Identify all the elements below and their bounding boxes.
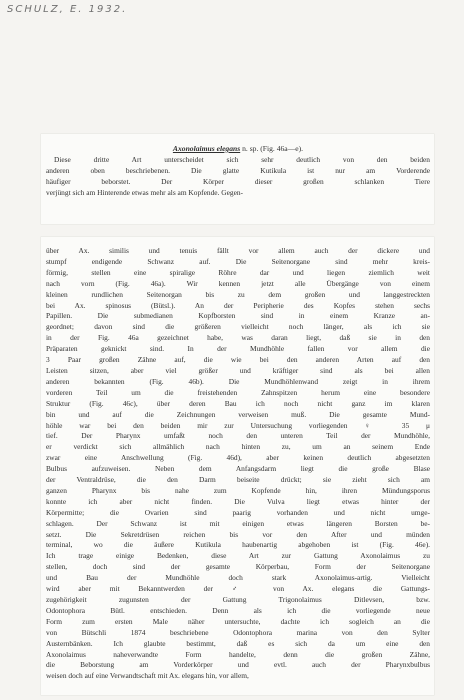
text-line: bin und auf die Zeichnungen verweisen muß. Die gesamte Mund- [46, 409, 430, 419]
text-line: terminal, wo die äußere Kutikula haubenartig abgehoben ist (Fig. 46e). [46, 540, 430, 550]
text-line: förmig, stellen eine spiralige Röhre dar und liegen ziemlich weit [46, 267, 430, 277]
text-line: Odontophora Bütl. entschieden. Denn als ich die vorliegende neue [46, 605, 430, 615]
species-name: Axonolaimus elegans [172, 144, 241, 153]
text-line: Form zum ersten Male näher untersuchte, dachte ich sogleich an die [46, 616, 430, 626]
text-line: zugehörigkeit zugunsten der Gattung Trigonolaimus Ditlevsen, bzw. [46, 595, 430, 604]
block2-lines [46, 246, 430, 682]
text-line: vorderen Teil um die freistehenden Zahnspitzen herum eine besondere [46, 387, 430, 397]
text-line: Struktur (Fig. 46c), über deren Bau ich noch nicht ganz im klaren [46, 398, 430, 408]
text-line: Präparaten geknickt sind. In der Mundhöhle fallen vor allem die [46, 344, 430, 354]
block1-lines [46, 155, 430, 199]
text-block-description-continued [46, 246, 430, 682]
text-line: Diese dritte Art unterscheidet sich sehr deutlich von den beiden [54, 154, 430, 164]
text-line: häufiger beborstet. Der Körper dieser großen schlanken Tiere [46, 176, 430, 186]
text-line: schlagen. Der Schwanz ist mit einigen etwas längeren Borsten be- [46, 518, 430, 528]
text-line: Bulbus aufzuweisen. Neben dem Anfangsdarm liegt die große Blase [46, 464, 430, 474]
text-line: und Bau der Mundhöhle doch stark Axonolaimus-artig. Vielleicht [46, 573, 430, 583]
text-line: zwar eine Anschwellung (Fig. 46d), aber keinen deutlich abgesetzten [46, 453, 430, 463]
text-line: Ich trage einige Bedenken, diese Art zur Gattung Axonolaimus zu [46, 551, 430, 561]
text-line: er verdickt sich allmählich nach hinten zu, um an seinem Ende [46, 442, 430, 452]
text-line: bei Ax. spinosus (Bütsl.). An der Peripherie des Kopfes stehen sechs [46, 300, 430, 310]
species-heading [46, 144, 430, 155]
text-line: 3 Paar großen Zähne auf, die wie bei den anderen Arten auf den [46, 355, 430, 365]
text-line: Körpermitte; die Ovarien sind paarig vorhanden und nicht umge- [46, 507, 430, 517]
text-line: konnte ich aber nicht finden. Die Vulva liegt etwas hinter der [46, 496, 430, 506]
text-line: der Ventraldrüse, die den Darm beiseite drückt; sie zieht sich am [46, 475, 430, 485]
text-line: ganzen Pharynx bis nahe zum Kopfende hin, ihren Mündungsporus [46, 485, 430, 495]
text-line: Austernbänken. Ich glaubte bestimmt, daß es sich da um eine den [46, 638, 430, 648]
text-line: Axonolaimus naheverwandte Form handelte, denn die großen Zähne, [46, 649, 430, 659]
text-line: anderen oben beschriebenen. Die glatte Kutikula ist nur am Vorderende [46, 165, 430, 175]
species-heading-rest: n. sp. (Fig. 46a—e). [240, 144, 304, 153]
text-line: geordnet; davon sind die größeren vielleicht noch länger, als ich sie [46, 322, 430, 332]
text-line: kleinen rundlichen Seitenorgan bis zu dem großen und langgestreckten [46, 289, 430, 299]
text-block-description-start [46, 144, 430, 199]
text-line: von Bütschli 1874 beschriebene Odontophora marina von den Sylter [46, 627, 430, 637]
text-line: Papillen. Die submedianen Kopfborsten sind in einem Kranze an- [46, 311, 430, 321]
text-line: stumpf endigende Schwanz auf. Die Seitenorgane sind mehr kreis- [46, 256, 430, 266]
text-line: in der Fig. 46a gezeichnet habe, was daran liegt, daß sie in den [46, 333, 430, 343]
text-line: stellen, doch sind der gesamte Körperbau, Form der Seitenorgane [46, 562, 430, 572]
text-line: setzt. Die Sekretdrüsen reichen bis vor den After und münden [46, 529, 430, 539]
text-line: über Ax. similis und tenuis fällt vor allem auch der dickere und [46, 246, 430, 255]
handwritten-author-note: SCHULZ, E. 1932. [7, 4, 128, 15]
text-line: anderen bekannten (Fig. 46b). Die Mundhöhlenwand zeigt in ihrem [46, 376, 430, 386]
text-line: nach vorn (Fig. 46a). Wir kennen jetzt alle Übergänge von einem [46, 278, 430, 288]
text-line: höhle war bei den beiden mir zur Untersuchung vorliegenden ♀ 35 μ [46, 420, 430, 430]
text-line: Leisten sitzen, aber viel größer und kräftiger sind als bei allen [46, 365, 430, 375]
text-line: die Beborstung am Vorderkörper und evtl. auch der Pharynxbulbus [46, 660, 430, 670]
text-line: weisen doch auf eine Verwandtschaft mit Ax. elegans hin, vor allem, [46, 671, 249, 681]
text-line: verjüngt sich am Hinterende etwas mehr als am Kopfende. Gegen- [46, 187, 244, 197]
text-line: wird aber mit Bekanntwerden der ♂ von Ax. elegans die Gattungs- [46, 584, 430, 594]
text-line: tief. Der Pharynx umfaßt noch den unteren Teil der Mundhöhle, [46, 431, 430, 441]
